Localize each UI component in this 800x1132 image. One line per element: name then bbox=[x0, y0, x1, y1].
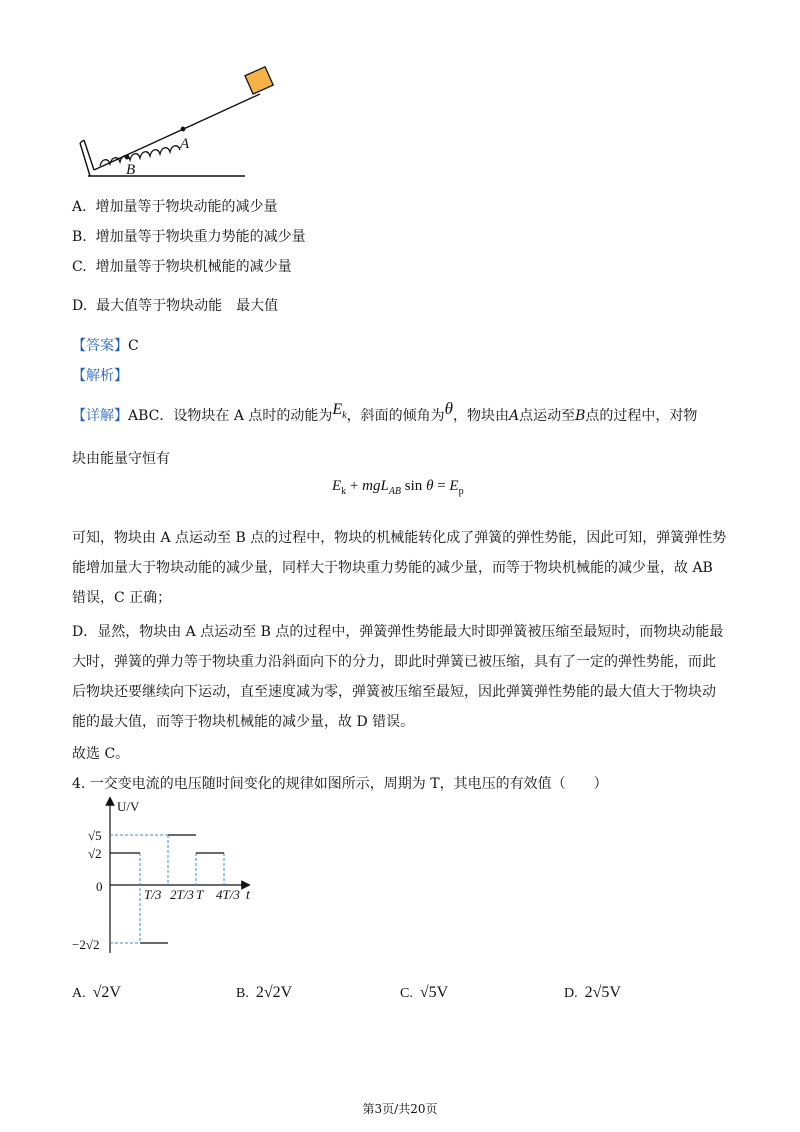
voltage-waveform bbox=[110, 835, 224, 943]
voltage-time-chart bbox=[66, 795, 266, 960]
answer bbox=[72, 336, 139, 356]
x-tick-4t3: 4T/3 bbox=[216, 887, 240, 902]
x-tick-t3: T/3 bbox=[144, 887, 162, 902]
y-tick-sqrt5: √5 bbox=[88, 828, 102, 843]
answer-label: 【答案】 bbox=[72, 338, 128, 354]
q4-option-b: B. 2√2V bbox=[236, 984, 293, 1001]
label-b: B bbox=[126, 162, 136, 178]
option-d: D. 最大值等于物块动能 最大值 bbox=[72, 298, 279, 314]
q4-option-c: C. √5V bbox=[400, 984, 449, 1001]
para2-line-4: 能的最大值，而等于物块机械能的减少量，故 D 错误。 bbox=[72, 714, 415, 730]
y-tick-neg-2sqrt2: −2√2 bbox=[72, 937, 100, 952]
para2-line-3: 后物块还要继续向下运动，直至速度减为零，弹簧被压缩至最短，因此弹簧弹性势能的最大值大于物块动 bbox=[72, 684, 716, 700]
dashed-guides bbox=[110, 835, 224, 943]
label-a: A bbox=[180, 136, 190, 152]
point-a bbox=[181, 127, 186, 132]
energy-equation: $E_k + mgL_{AB}$ $\sin \theta = E_p$ bbox=[332, 478, 464, 497]
point-b bbox=[125, 155, 130, 160]
page-footer: 第3页/共20页 bbox=[362, 1102, 438, 1116]
detail-line-2: 块由能量守恒有 bbox=[72, 451, 170, 467]
incline-spring-figure bbox=[70, 58, 280, 183]
q4-option-a: A. √2V bbox=[72, 984, 121, 1001]
origin-label: 0 bbox=[96, 879, 103, 894]
y-axis-label: U/V bbox=[117, 799, 140, 814]
detail-line-1: 【详解】ABC．设物块在 A 点时的动能为$E_k$，斜面的倾角为θ，物块由A点运动至B点的过程中，对物 bbox=[72, 399, 698, 424]
analysis-label: 【解析】 bbox=[72, 368, 128, 384]
x-tick-t: T bbox=[196, 887, 204, 902]
x-tick-2t3: 2T/3 bbox=[170, 887, 194, 902]
option-b: B. 增加量等于物块重力势能的减少量 bbox=[72, 229, 306, 245]
para1-line-1: 可知，物块由 A 点运动至 B 点的过程中，物块的机械能转化成了弹簧的弹性势能，因此可知，弹簧弹性势 bbox=[72, 530, 727, 546]
x-axis-label: t bbox=[246, 888, 250, 903]
q4-option-d: D. 2√5V bbox=[564, 984, 621, 1001]
para2-line-1: D．显然，物块由 A 点运动至 B 点的过程中，弹簧弹性势能最大时即弹簧被压缩至最短时，而物块动能最 bbox=[72, 624, 724, 640]
para1-line-3: 错误，C 正确； bbox=[72, 590, 172, 606]
block bbox=[245, 67, 273, 94]
option-a: A. 增加量等于物块动能的减少量 bbox=[72, 199, 278, 215]
para2-line-2: 大时，弹簧的弹力等于物块重力沿斜面向下的分力，即此时弹簧已被压缩，具有了一定的弹性势能，而此 bbox=[72, 654, 716, 670]
para1-line-2: 能增加量大于物块动能的减少量，同样大于物块重力势能的减少量，而等于物块机械能的减少量，故 AB bbox=[72, 560, 713, 576]
option-c: C. 增加量等于物块机械能的减少量 bbox=[72, 259, 292, 275]
answer-value: C bbox=[128, 338, 139, 354]
conclusion: 故选 C。 bbox=[72, 746, 130, 762]
q4-stem: 4. 一交变电流的电压随时间变化的规律如图所示，周期为 T，其电压的有效值（ ） bbox=[72, 776, 608, 792]
stopper-plate bbox=[80, 143, 90, 176]
y-tick-sqrt2: √2 bbox=[88, 846, 102, 861]
